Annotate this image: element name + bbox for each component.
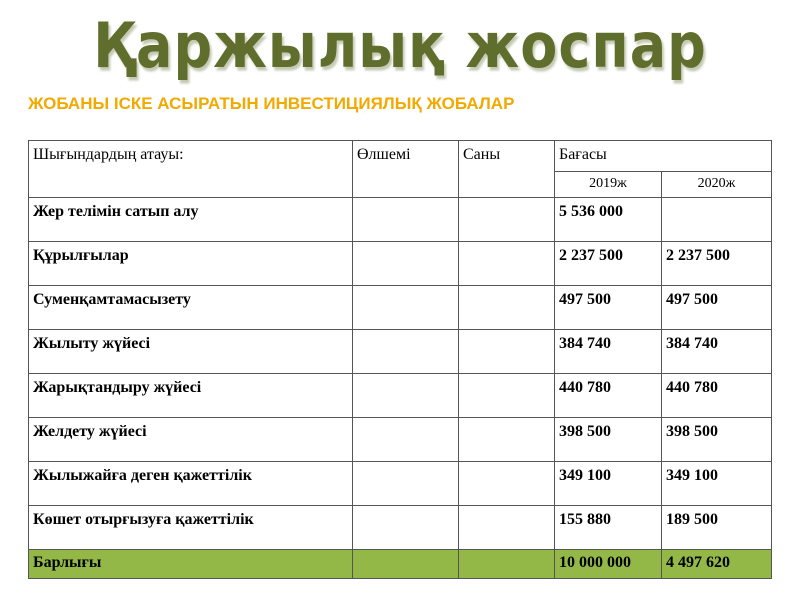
header-unit: Өлшемі <box>353 141 459 198</box>
row-name: Жер телімін сатып алу <box>29 198 353 242</box>
row-price-2020: 440 780 <box>662 374 772 418</box>
page-subtitle: ЖОБАНЫ ІСКЕ АСЫРАТЫН ИНВЕСТИЦИЯЛЫҚ ЖОБАЛАР <box>28 94 515 113</box>
row-price-2019: 440 780 <box>555 374 662 418</box>
row-count <box>459 330 555 374</box>
row-name: Жылыжайға деген қажеттілік <box>29 462 353 506</box>
header-year-2020: 2020ж <box>662 172 772 198</box>
row-price-2019: 5 536 000 <box>555 198 662 242</box>
table-header-row <box>29 141 772 172</box>
table-row <box>29 242 772 286</box>
row-name: Суменқамтамасызету <box>29 286 353 330</box>
table-row <box>29 330 772 374</box>
table-row <box>29 286 772 330</box>
row-price-2020: 384 740 <box>662 330 772 374</box>
row-unit <box>353 330 459 374</box>
row-unit <box>353 198 459 242</box>
row-unit <box>353 242 459 286</box>
row-unit <box>353 286 459 330</box>
row-price-2020: 189 500 <box>662 506 772 550</box>
header-price: Бағасы <box>555 141 772 172</box>
total-2020: 4 497 620 <box>662 550 772 579</box>
row-price-2020: 2 237 500 <box>662 242 772 286</box>
total-unit <box>353 550 459 579</box>
total-2019: 10 000 000 <box>555 550 662 579</box>
row-count <box>459 462 555 506</box>
header-name: Шығындардың атауы: <box>29 141 353 198</box>
total-count <box>459 550 555 579</box>
row-price-2020: 349 100 <box>662 462 772 506</box>
row-count <box>459 242 555 286</box>
table-row <box>29 462 772 506</box>
row-name: Көшет отырғызуға қажеттілік <box>29 506 353 550</box>
table-row <box>29 198 772 242</box>
page-title: Қаржылық жоспар <box>93 9 707 82</box>
row-count <box>459 286 555 330</box>
table-row <box>29 418 772 462</box>
row-count <box>459 418 555 462</box>
row-unit <box>353 374 459 418</box>
header-count: Саны <box>459 141 555 198</box>
row-count <box>459 374 555 418</box>
header-year-2019: 2019ж <box>555 172 662 198</box>
row-price-2019: 155 880 <box>555 506 662 550</box>
row-price-2019: 2 237 500 <box>555 242 662 286</box>
row-count <box>459 506 555 550</box>
table-row <box>29 506 772 550</box>
row-name: Жылыту жүйесі <box>29 330 353 374</box>
total-label: Барлығы <box>29 550 353 579</box>
row-count <box>459 198 555 242</box>
row-price-2020: 497 500 <box>662 286 772 330</box>
row-unit <box>353 506 459 550</box>
row-unit <box>353 462 459 506</box>
row-price-2020 <box>662 198 772 242</box>
row-name: Желдету жүйесі <box>29 418 353 462</box>
table-row <box>29 374 772 418</box>
row-price-2019: 384 740 <box>555 330 662 374</box>
row-price-2020: 398 500 <box>662 418 772 462</box>
row-price-2019: 497 500 <box>555 286 662 330</box>
row-price-2019: 398 500 <box>555 418 662 462</box>
row-price-2019: 349 100 <box>555 462 662 506</box>
row-unit <box>353 418 459 462</box>
total-row <box>29 550 772 579</box>
row-name: Құрылғылар <box>29 242 353 286</box>
budget-table <box>28 140 772 579</box>
row-name: Жарықтандыру жүйесі <box>29 374 353 418</box>
